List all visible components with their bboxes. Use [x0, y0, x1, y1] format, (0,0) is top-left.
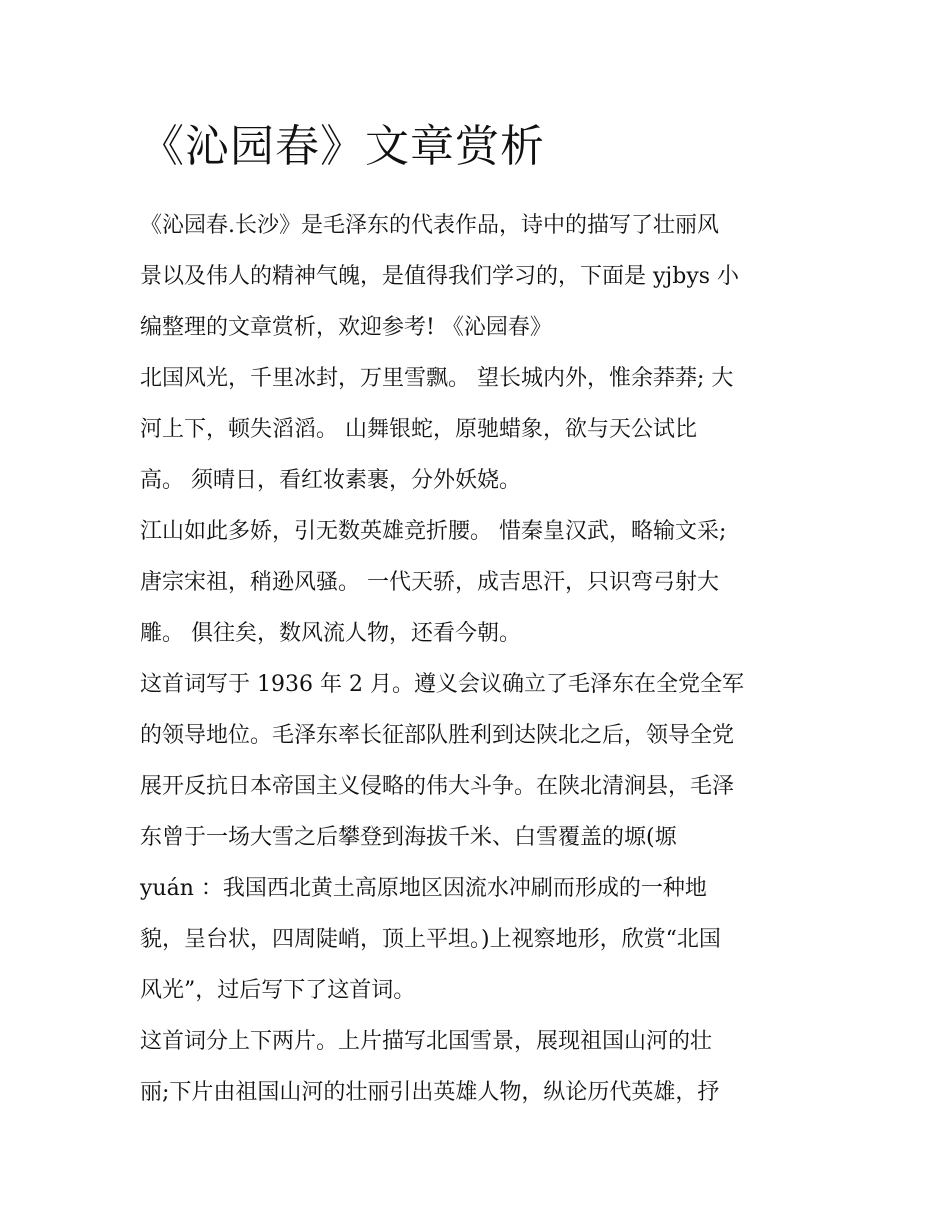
text-line: 的领导地位。毛泽东率长征部队胜利到达陕北之后，领导全党: [140, 723, 735, 748]
text-line: 《沁园春.长沙》是毛泽东的代表作品，诗中的描写了壮丽风: [140, 213, 719, 238]
text-line: yuán ：我国西北黄土高原地区因流水冲刷而形成的一种地: [140, 876, 707, 901]
text-line: 貌，呈台状，四周陡峭，顶上平坦。)上视察地形，欣赏“北国: [140, 927, 721, 952]
text-line: 景以及伟人的精神气魄，是值得我们学习的，下面是 yjbys 小: [140, 264, 740, 289]
text-line: 雕。 俱往矣，数风流人物，还看今朝。: [140, 621, 521, 646]
article-body: [140, 200, 830, 1118]
text-line: 丽;下片由祖国山河的壮丽引出英雄人物，纵论历代英雄，抒: [140, 1080, 720, 1105]
text-line: 展开反抗日本帝国主义侵略的伟大斗争。在陕北清涧县，毛泽: [140, 774, 735, 799]
text-line: 北国风光，千里冰封，万里雪飘。 望长城内外，惟余莽莽; 大: [140, 366, 734, 391]
page-title: 《沁园春》文章赏析: [140, 121, 545, 172]
text-line: 这首词分上下两片。上片描写北国雪景，展现祖国山河的壮: [140, 1029, 713, 1054]
text-line: 风光”，过后写下了这首词。: [140, 978, 416, 1003]
text-line: 编整理的文章赏析，欢迎参考! 《沁园春》: [140, 315, 552, 340]
text-line: 唐宗宋祖，稍逊风骚。 一代天骄，成吉思汗，只识弯弓射大: [140, 570, 719, 595]
text-line: 这首词写于 1936 年 2 月。遵义会议确立了毛泽东在全党全军: [140, 672, 744, 697]
text-line: 东曾于一场大雪之后攀登到海拔千米、白雪覆盖的塬(塬: [140, 825, 677, 850]
text-line: 高。 须晴日，看红妆素裹，分外妖娆。: [140, 468, 521, 493]
text-line: 河上下，顿失滔滔。 山舞银蛇，原驰蜡象，欲与天公试比: [140, 417, 697, 442]
text-line: 江山如此多娇，引无数英雄竞折腰。 惜秦皇汉武，略输文采;: [140, 519, 727, 544]
